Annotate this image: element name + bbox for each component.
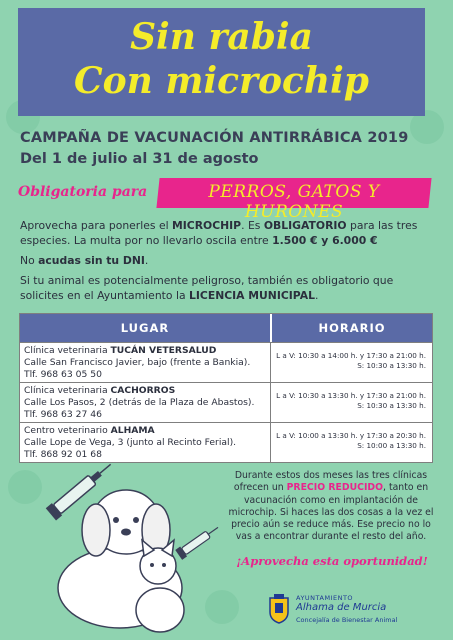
- title-line1: Sin rabia: [130, 16, 313, 58]
- p1-text: . Es: [241, 219, 264, 232]
- saturday-hours: S: 10:00 a 13:30 h.: [357, 441, 426, 450]
- clinic-hours: [272, 431, 430, 451]
- clinic-brand: ALHAMA: [110, 425, 155, 436]
- discount-highlight: PRECIO REDUCIDO: [286, 482, 384, 494]
- title-banner: [18, 8, 425, 116]
- table-row: [20, 382, 432, 421]
- paw-decoration: [8, 470, 42, 504]
- weekday-hours: L a V: 10:00 a 13:30 h. y 17:30 a 20:30 h.: [276, 431, 426, 440]
- clinics-table: [19, 313, 433, 463]
- clinic-type: Centro veterinario: [24, 425, 111, 436]
- clinic-phone: Tlf. 968 63 27 46: [24, 408, 102, 420]
- clinic-name: [24, 385, 268, 397]
- clinic-address: Calle San Francisco Javier, bajo (frente a Bankia).: [24, 356, 251, 368]
- license-paragraph: [20, 273, 430, 303]
- clinic-hours: [272, 351, 430, 371]
- clinic-info: [24, 425, 268, 460]
- discount-text: Durante estos dos meses las tres clínicas ofrecen un: [233, 470, 428, 494]
- dog-cat-illustration: [40, 460, 230, 635]
- p2-dni: acudas sin tu DNI: [38, 254, 145, 267]
- crest-icon: [268, 594, 290, 624]
- p1-text: para las tres especies. La multa por no llevarlo oscila entre: [20, 219, 418, 247]
- clinic-info: [24, 385, 268, 420]
- clinic-phone: Tlf. 868 92 01 68: [24, 448, 102, 460]
- header-place: LUGAR: [20, 314, 270, 342]
- clinic-type: Clínica veterinaria: [24, 385, 111, 396]
- table-row: [20, 342, 432, 381]
- clinic-info: [24, 345, 268, 380]
- clinic-phone: Tlf. 968 63 05 50: [24, 368, 102, 380]
- required-label: Obligatoria para: [18, 184, 148, 200]
- discount-text: , tanto en vacunación como en implantación de microchip. Si haces las dos cosas a la vez el precio aún se reduce más. Ese precio no lo vas a encontrar durante el resto del año.: [228, 482, 434, 543]
- p1-obligatorio: OBLIGATORIO: [263, 219, 347, 232]
- p2-text: .: [144, 254, 149, 267]
- logo-top: AYUNTAMIENTO: [296, 594, 354, 602]
- species-text: PERROS, GATOS Y HURONES: [208, 182, 380, 222]
- saturday-hours: S: 10:30 a 13:30 h.: [357, 401, 426, 410]
- weekday-hours: L a V: 10:30 a 14:00 h. y 17:30 a 21:00 h.: [276, 351, 426, 360]
- p1-fine: 1.500 € y 6.000 €: [272, 234, 378, 247]
- clinic-name: [24, 345, 268, 357]
- header-hours: HORARIO: [272, 314, 432, 342]
- discount-paragraph: [228, 470, 434, 544]
- table-row: [20, 422, 432, 461]
- clinic-brand: CACHORROS: [110, 385, 176, 396]
- clinic-hours: [272, 391, 430, 411]
- clinic-address: Calle Lope de Vega, 3 (junto al Recinto Ferial).: [24, 436, 237, 448]
- saturday-hours: S: 10:30 a 13:30 h.: [357, 361, 426, 370]
- p3-license: LICENCIA MUNICIPAL: [189, 289, 315, 302]
- weekday-hours: L a V: 10:30 a 13:30 h. y 17:30 a 21:00 h.: [276, 391, 426, 400]
- syringe-icon: [175, 522, 221, 559]
- clinic-type: Clínica veterinaria: [24, 345, 111, 356]
- clinic-address: Calle Los Pasos, 2 (detrás de la Plaza de Abastos).: [24, 396, 255, 408]
- clinic-name: [24, 425, 268, 437]
- council-logo: [262, 590, 432, 634]
- title-line2: Con microchip: [74, 60, 369, 102]
- p2-text: No: [20, 254, 39, 267]
- microchip-paragraph: [20, 218, 430, 248]
- p3-text: .: [314, 289, 319, 302]
- clinic-brand: TUCÁN VETERSALUD: [110, 345, 217, 356]
- cta-text: ¡Aprovecha esta oportunidad!: [236, 554, 428, 568]
- p1-microchip: MICROCHIP: [172, 219, 242, 232]
- logo-sub: Concejalía de Bienestar Animal: [296, 616, 398, 624]
- p3-text: Si tu animal es potencialmente peligroso, también es obligatorio que solicites en el Ayuntamiento la: [20, 274, 394, 302]
- p1-text: Aprovecha para ponerles el: [20, 219, 173, 232]
- campaign-dates: Del 1 de julio al 31 de agosto: [20, 151, 259, 167]
- dni-paragraph: [20, 253, 430, 268]
- logo-name: Alhama de Murcia: [296, 602, 387, 613]
- campaign-title: CAMPAÑA DE VACUNACIÓN ANTIRRÁBICA 2019: [20, 130, 409, 146]
